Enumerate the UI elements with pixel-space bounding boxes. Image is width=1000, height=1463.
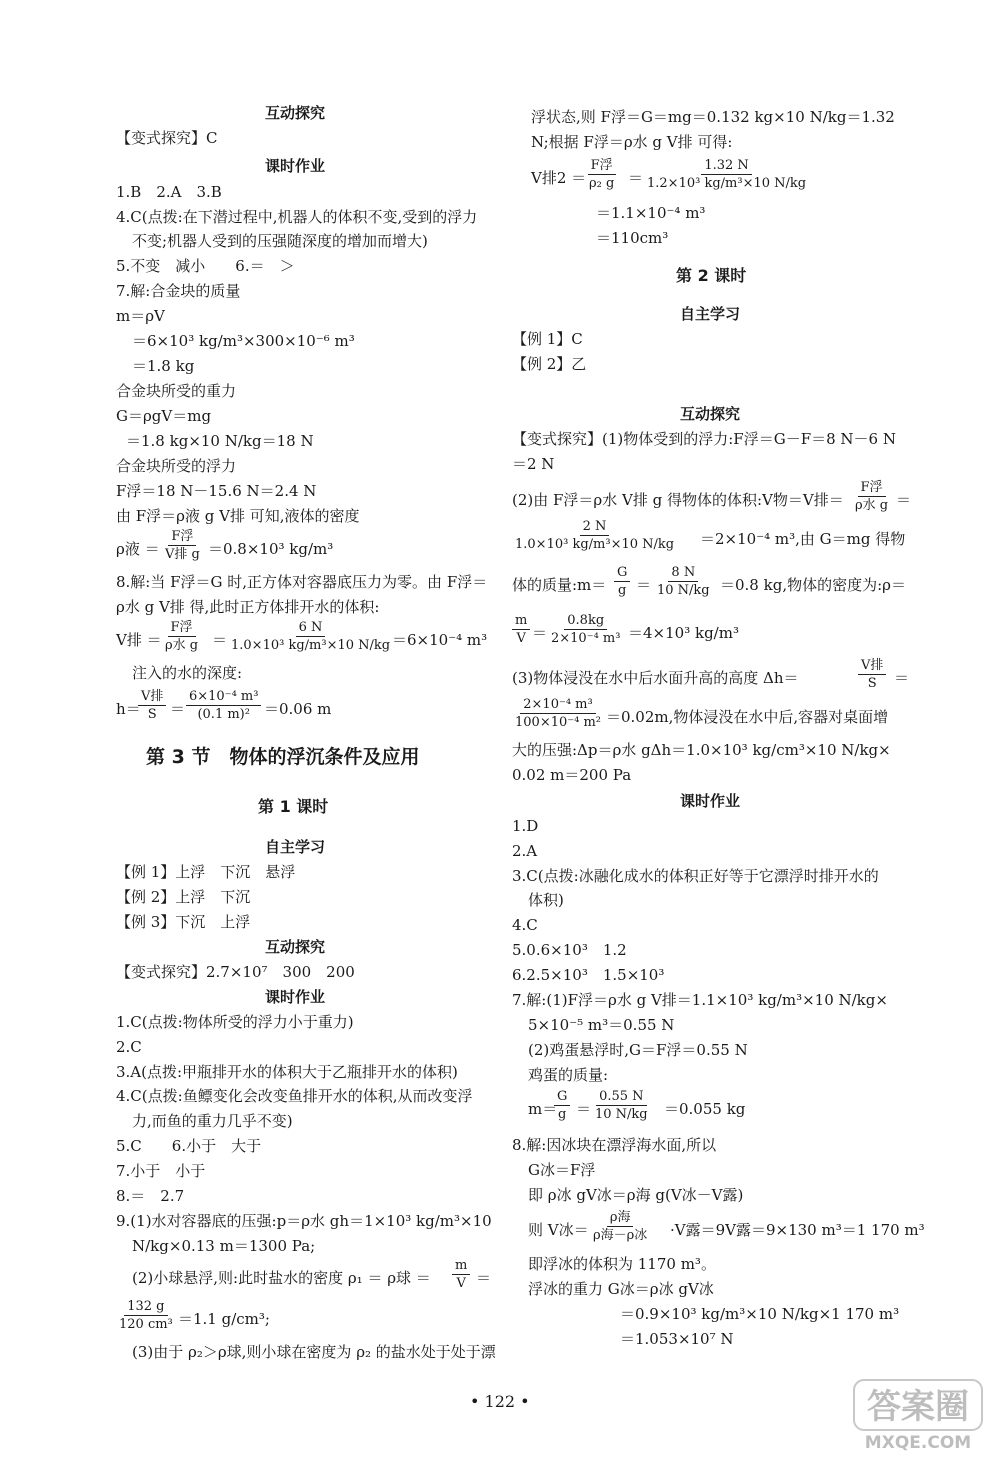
fraction-denominator: ρ水 g	[855, 498, 889, 513]
formula-line: 浮冰的重力 G冰＝ρ冰 gV冰	[528, 1280, 714, 1298]
fraction-numerator: 1.32 N	[701, 157, 751, 175]
answer-line: (3)物体浸没在水中后水面升高的高度 Δh＝	[512, 669, 799, 687]
fraction	[858, 657, 886, 692]
answer-line: ＝0.02m,物体浸没在水中后,容器对桌面增	[606, 708, 889, 726]
formula-line: 则 V冰＝	[528, 1221, 589, 1239]
fraction-numerator: 2 N	[580, 518, 610, 536]
answer-line: 7.解:合金块的质量	[116, 282, 241, 300]
formula-line: m＝	[528, 1100, 558, 1118]
fraction-denominator: 100×10⁻⁴ m²	[515, 715, 601, 730]
formula-line: ＝	[170, 700, 186, 718]
fraction-numerator: F浮	[168, 619, 196, 637]
heading-homework: 课时作业	[680, 792, 741, 810]
answer-line: 【例 1】上浮 下沉 悬浮	[116, 863, 296, 881]
lesson-title: 第 2 课时	[676, 266, 747, 285]
answer-line: 9.(1)水对容器底的压强:p＝ρ水 gh＝1×10³ kg/m³×10	[116, 1212, 492, 1230]
fraction-numerator: V排	[138, 688, 166, 706]
answer-line: 8.解:因冰块在漂浮海水面,所以	[512, 1136, 717, 1154]
answer-line: 5.0.6×10³ 1.2	[512, 941, 627, 959]
formula-line: ＝0.055 kg	[664, 1100, 746, 1118]
heading-homework: 课时作业	[265, 157, 326, 175]
fraction	[614, 564, 630, 599]
fraction	[644, 157, 809, 192]
formula-line: ＝	[576, 1100, 592, 1118]
fraction-denominator: ρ海－ρ冰	[593, 1228, 648, 1243]
fraction-numerator: m	[512, 612, 530, 630]
page-number: • 122 •	[470, 1392, 530, 1411]
fraction-numerator: V排	[858, 657, 886, 675]
answer-line: 合金块所受的浮力	[116, 457, 237, 475]
fraction-denominator: V	[516, 631, 526, 646]
fraction	[116, 1298, 176, 1333]
formula-line: h＝	[116, 700, 141, 718]
formula-line: ＝1.053×10⁷ N	[620, 1330, 734, 1348]
fraction-numerator: F浮	[588, 157, 616, 175]
formula-line: ＝	[896, 491, 912, 509]
answer-line: 2.C	[116, 1038, 142, 1056]
answer-line: 大的压强:Δp＝ρ水 gΔh＝1.0×10³ kg/cm³×10 N/kg×	[512, 741, 891, 759]
formula-line: ＝	[636, 576, 652, 594]
heading-self-study: 自主学习	[265, 838, 326, 856]
formula-line: ·V露＝9V露＝9×130 m³＝1 170 m³	[670, 1221, 925, 1239]
answer-line: (2)鸡蛋悬浮时,G＝F浮＝0.55 N	[528, 1041, 748, 1059]
fraction-denominator: 1.2×10³ kg/m³×10 N/kg	[647, 176, 807, 191]
fraction-numerator: ρ海	[607, 1209, 634, 1227]
fraction-denominator: 2×10⁻⁴ m³	[551, 631, 621, 646]
answer-line: 【变式探究】2.7×10⁷ 300 200	[116, 963, 355, 981]
fraction-denominator: V排 g	[165, 547, 200, 562]
fraction-denominator: V	[456, 1276, 466, 1291]
fraction-numerator: G	[554, 1088, 570, 1106]
answer-line: ＝0.8 kg,物体的密度为:ρ＝	[720, 576, 906, 594]
answer-line: ＝2×10⁻⁴ m³,由 G＝mg 得物	[700, 530, 906, 548]
fraction-denominator: 120 cm³	[119, 1317, 173, 1332]
fraction	[554, 1088, 570, 1123]
fraction-denominator: g	[558, 1107, 567, 1122]
fraction	[590, 1209, 650, 1244]
formula-line: V排 ＝	[116, 631, 162, 649]
fraction-numerator: F浮	[858, 479, 886, 497]
fraction-numerator: 132 g	[124, 1298, 167, 1316]
fraction-denominator: 10 N/kg	[657, 583, 710, 598]
fraction-denominator: (0.1 m)²	[197, 707, 250, 722]
answer-line: ρ水 g V排 得,此时正方体排开水的体积:	[116, 598, 380, 616]
heading-interactive: 互动探究	[680, 405, 741, 423]
answer-line: 2.A	[512, 842, 538, 860]
formula-line: ＝1.8 kg×10 N/kg＝18 N	[126, 432, 314, 450]
answer-line: 【变式探究】C	[116, 129, 218, 147]
formula-line: ＝6×10³ kg/m³×300×10⁻⁶ m³	[132, 332, 355, 350]
fraction-numerator: m	[452, 1257, 470, 1275]
answer-line: 浮状态,则 F浮＝G＝mg＝0.132 kg×10 N/kg＝1.32	[531, 108, 895, 126]
answer-line: 由 F浮＝ρ液 g V排 可知,液体的密度	[116, 507, 360, 525]
formula-line: G冰＝F浮	[528, 1161, 596, 1179]
section-title: 第 3 节 物体的浮沉条件及应用	[146, 746, 420, 768]
answer-line: 【例 2】乙	[512, 355, 587, 373]
formula-line: ＝1.8 kg	[132, 357, 195, 375]
answer-line: 1.C(点拨:物体所受的浮力小于重力)	[116, 1013, 354, 1031]
formula-line: ＝	[532, 624, 548, 642]
answer-line: 7.解:(1)F浮＝ρ水 g V排＝1.1×10³ kg/m³×10 N/kg×	[512, 991, 888, 1009]
fraction-numerator: 6×10⁻⁴ m³	[186, 688, 261, 706]
formula-line: ρ液 ＝	[116, 540, 160, 558]
formula-line: ＝110cm³	[596, 229, 669, 247]
fraction	[548, 612, 623, 647]
fraction-numerator: 0.55 N	[596, 1088, 646, 1106]
formula-line: ＝	[476, 1269, 492, 1287]
fraction-numerator: G	[614, 564, 630, 582]
answer-line: 6.2.5×10³ 1.5×10³	[512, 966, 665, 984]
watermark-logo	[848, 1376, 988, 1454]
answer-line: 体积)	[528, 891, 564, 909]
answer-line: (3)由于 ρ₂＞ρ球,则小球在密度为 ρ₂ 的盐水处于处于漂	[132, 1343, 496, 1361]
answer-line: ＝2 N	[512, 455, 555, 473]
fraction-denominator: S	[147, 707, 157, 722]
fraction	[592, 1088, 651, 1123]
fraction	[162, 528, 203, 563]
answer-line: 4.C(点拨:在下潜过程中,机器人的体积不变,受到的浮力	[116, 208, 478, 226]
answer-line: N/kg×0.13 m＝1300 Pa;	[132, 1237, 316, 1255]
answer-line: 力,而鱼的重力几乎不变)	[132, 1112, 293, 1130]
answer-line: 【例 3】下沉 上浮	[116, 913, 251, 931]
fraction-denominator: ρ₂ g	[589, 176, 615, 191]
fraction	[852, 479, 891, 514]
fraction	[228, 619, 393, 654]
answer-line: 8.解:当 F浮＝G 时,正方体对容器底压力为零。由 F浮＝	[116, 573, 488, 591]
answer-line: 不变;机器人受到的压强随深度的增加而增大)	[132, 232, 428, 250]
heading-interactive: 互动探究	[265, 938, 326, 956]
fraction	[512, 612, 530, 647]
formula-line: ＝1.1×10⁻⁴ m³	[596, 204, 706, 222]
fraction	[138, 688, 166, 723]
fraction-denominator: 1.0×10³ kg/m³×10 N/kg	[231, 638, 391, 653]
fraction-numerator: 8 N	[668, 564, 698, 582]
formula-line: ＝0.06 m	[264, 700, 332, 718]
heading-self-study: 自主学习	[680, 305, 741, 323]
formula-line: 即 ρ冰 gV冰＝ρ海 g(V冰－V露)	[528, 1186, 744, 1204]
answer-line: 4.C(点拨:鱼鳔变化会改变鱼排开水的体积,从而改变浮	[116, 1087, 473, 1105]
fraction	[452, 1257, 470, 1292]
heading-homework: 课时作业	[265, 988, 326, 1006]
fraction-numerator: 0.8kg	[564, 612, 607, 630]
answer-line: 【例 1】C	[512, 330, 583, 348]
fraction-numerator: 2×10⁻⁴ m³	[520, 696, 595, 714]
fraction-denominator: 1.0×10³ kg/m³×10 N/kg	[515, 537, 675, 552]
formula-line: G＝ρgV＝mg	[116, 407, 212, 425]
answer-line: N;根据 F浮＝ρ水 g V排 可得:	[531, 133, 733, 151]
fraction-denominator: g	[618, 583, 627, 598]
answer-line: 【例 2】上浮 下沉	[116, 888, 251, 906]
formula-line: ＝0.9×10³ kg/m³×10 N/kg×1 170 m³	[620, 1305, 900, 1323]
formula-line: m＝ρV	[116, 307, 165, 325]
fraction-numerator: 6 N	[296, 619, 326, 637]
fraction-denominator: 10 N/kg	[595, 1107, 648, 1122]
answer-line: (2)由 F浮＝ρ水 V排 g 得物体的体积:V物＝V排＝	[512, 491, 844, 509]
fraction	[162, 619, 201, 654]
fraction	[512, 518, 677, 553]
answer-line: 4.C	[512, 916, 538, 934]
answer-line: (2)小球悬浮,则:此时盐水的密度 ρ₁ ＝ ρ球 ＝	[132, 1269, 431, 1287]
formula-line: ＝4×10³ kg/m³	[628, 624, 739, 642]
answer-line: 合金块所受的重力	[116, 382, 237, 400]
answer-line: 5×10⁻⁵ m³＝0.55 N	[528, 1016, 675, 1034]
fraction-denominator: ρ水 g	[165, 638, 199, 653]
formula-line: ＝6×10⁻⁴ m³	[392, 631, 488, 649]
answer-line: 5.不变 减小 6.＝ ＞	[116, 257, 295, 275]
formula-line: ＝0.8×10³ kg/m³	[208, 540, 334, 558]
answer-line: 鸡蛋的质量:	[528, 1066, 609, 1084]
formula-line: V排2 ＝	[531, 169, 587, 187]
fraction	[186, 688, 261, 723]
formula-line: ＝	[628, 169, 644, 187]
fraction	[512, 696, 604, 731]
answer-line: 体的质量:m＝	[512, 576, 607, 594]
formula-line: ＝	[212, 631, 228, 649]
answer-line: 5.C 6.小于 大于	[116, 1137, 262, 1155]
fraction-numerator: F浮	[168, 528, 196, 546]
fraction	[586, 157, 617, 192]
formula-line: ＝	[894, 669, 910, 687]
lesson-title: 第 1 课时	[258, 797, 329, 816]
fraction-denominator: S	[867, 676, 877, 691]
answer-line: 1.B 2.A 3.B	[116, 183, 222, 201]
answer-line: 【变式探究】(1)物体受到的浮力:F浮＝G－F＝8 N－6 N	[512, 430, 896, 448]
answer-line: 7.小于 小于	[116, 1162, 206, 1180]
fraction	[654, 564, 713, 599]
watermark-text: 答案圈	[867, 1387, 969, 1427]
formula-line: ＝1.1 g/cm³;	[178, 1310, 270, 1328]
watermark-url: MXQE.COM	[864, 1433, 972, 1453]
answer-line: 0.02 m＝200 Pa	[512, 766, 632, 784]
answer-line: 3.C(点拨:冰融化成水的体积正好等于它漂浮时排开水的	[512, 867, 879, 885]
answer-line: 1.D	[512, 817, 539, 835]
answer-line: 8.＝ 2.7	[116, 1187, 185, 1205]
heading-interactive: 互动探究	[265, 104, 326, 122]
answer-line: 3.A(点拨:甲瓶排开水的体积大于乙瓶排开水的体积)	[116, 1063, 458, 1081]
formula-line: F浮＝18 N－15.6 N＝2.4 N	[116, 482, 317, 500]
answer-line: 即浮冰的体积为 1170 m³。	[528, 1255, 716, 1273]
answer-line: 注入的水的深度:	[132, 664, 243, 682]
